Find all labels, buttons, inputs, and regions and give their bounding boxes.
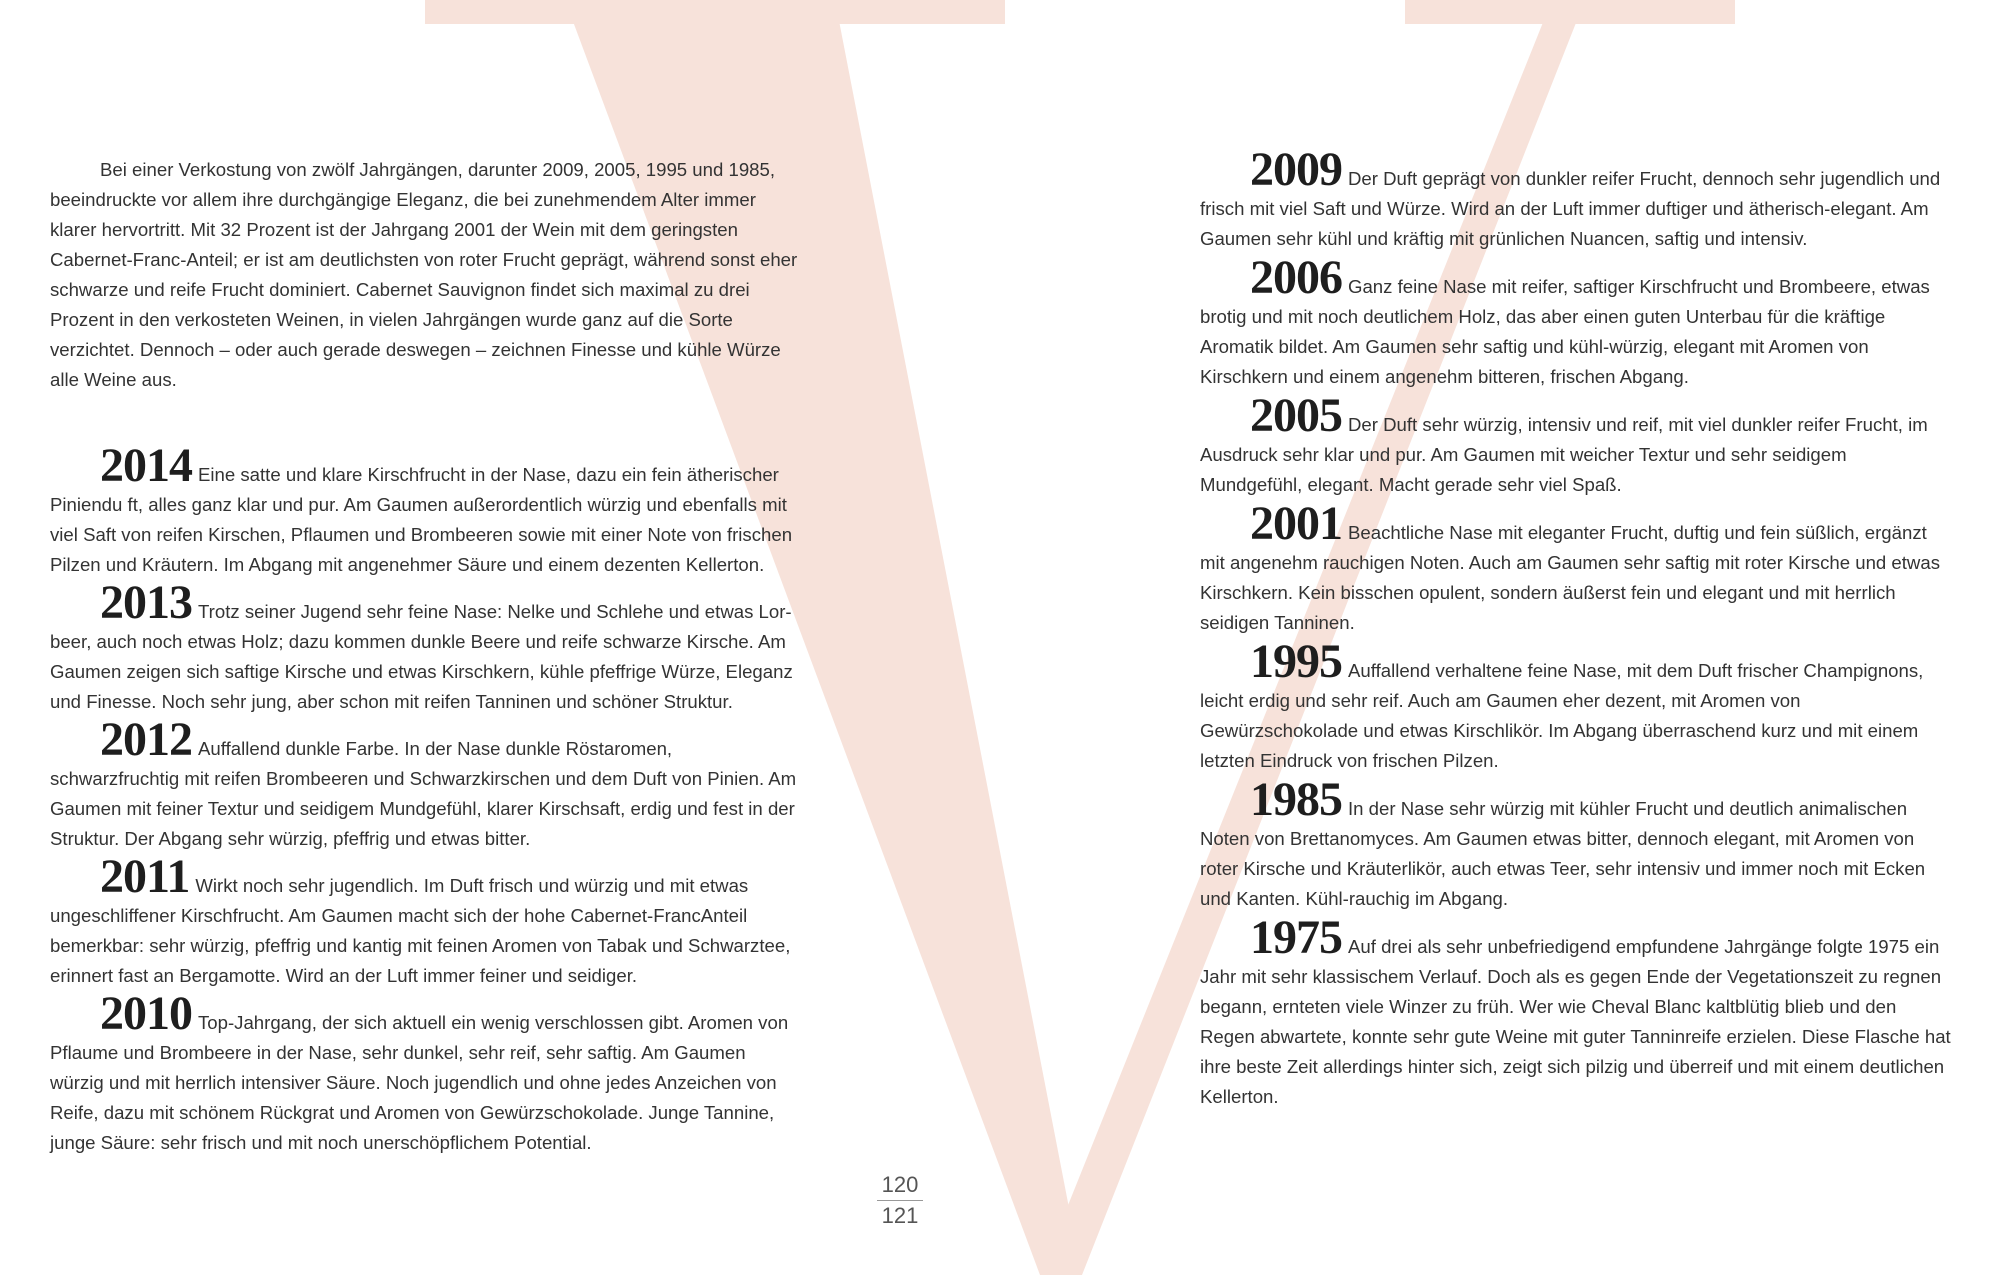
- vintage-entry-2005: [1200, 389, 1952, 500]
- tasting-note: Beachtliche Nase mit eleganter Frucht, duftig und fein süßlich, ergänzt mit angenehm rauchigen Noten. Auch am Gaumen sehr saftig mit roter Kirsche und etwas Kirschkern. Kein bisschen opulent, sondern äußerst fein und elegant und mit herrlich seidigen Tanninen.: [1200, 522, 1940, 633]
- tasting-note: Eine satte und klare Kirschfrucht in der Nase, dazu ein fein ätherischer Piniendu ft, alles ganz klar und pur. Am Gaumen außerordentlich würzig und ebenfalls mit viel Saft von reifen Kirschen, Pflaumen und Brombeeren sowie mit einer Note von frischen Pilzen und Kräutern. Im Abgang mit angenehmer Säure und einem dezenten Kellerton.: [50, 464, 793, 575]
- vintage-year: 2005: [1250, 389, 1342, 442]
- intro-paragraph: Bei einer Verkostung von zwölf Jahrgängen, darunter 2009, 2005, 1995 und 1985, beeindruckte vor allem ihre durchgängige Eleganz, die bei zunehmendem Alter immer klarer hervortritt. Mit 32 Prozent ist der Jahrgang 2001 der Wein mit dem geringsten Cabernet-Franc-Anteil; er ist am deutlichsten von roter Frucht geprägt, während sonst eher schwarze und reife Frucht dominiert. Cabernet Sauvignon findet sich maximal zu drei Prozent in den verkosteten Weinen, in vielen Jahrgängen wurde ganz auf die Sorte verzichtet. Dennoch – oder auch gerade deswegen – zeichnen Finesse und kühle Würze alle Weine aus.: [50, 159, 798, 390]
- left-page-column: [50, 155, 798, 1166]
- page-number-right: 121: [881, 1203, 919, 1228]
- vintage-year: 1975: [1250, 911, 1342, 964]
- tasting-note: Trotz seiner Jugend sehr feine Nase: Nelke und Schlehe und etwas Lor-beer, auch noch etwas Holz; dazu kommen dunkle Beere und reife schwarze Kirsche. Am Gaumen zeigen sich saftige Kirsche und etwas Kirschkern, kühle pfeffrige Würze, Eleganz und Finesse. Noch sehr jung, aber schon mit reifen Tanninen und schöner Struktur.: [50, 601, 793, 712]
- vintage-entry-2014: [50, 439, 798, 580]
- page-number-left: 120: [881, 1172, 919, 1197]
- vintage-year: 1995: [1250, 635, 1342, 688]
- vintage-entry-2006: [1200, 251, 1952, 392]
- vintage-entry-2011: [50, 850, 798, 991]
- vintage-entry-2001: [1200, 497, 1952, 638]
- tasting-note: Der Duft sehr würzig, intensiv und reif, mit viel dunkler reifer Frucht, im Ausdruck sehr klar und pur. Am Gaumen mit weicher Textur und sehr seidigem Mundgefühl, elegant. Macht gerade sehr viel Spaß.: [1200, 414, 1928, 495]
- vintage-entry-1985: [1200, 773, 1952, 914]
- vintage-entry-1975: [1200, 911, 1952, 1112]
- tasting-note: In der Nase sehr würzig mit kühler Frucht und deutlich animalischen Noten von Brettanomyces. Am Gaumen etwas bitter, dennoch elegant, mit Aromen von roter Kirsche und Kräuterlikör, auch etwas Teer, sehr intensiv und immer noch mit Ecken und Kanten. Kühl-rauchig im Abgang.: [1200, 798, 1926, 909]
- vintage-entry-1995: [1200, 635, 1952, 776]
- vintage-entry-2010: [50, 987, 798, 1158]
- vintage-year: 2009: [1250, 143, 1342, 196]
- vintage-entry-2012: [50, 713, 798, 854]
- vintage-year: 2013: [100, 576, 192, 629]
- vintage-year: 2001: [1250, 497, 1342, 550]
- vintage-year: 2012: [100, 713, 192, 766]
- tasting-note: Auf drei als sehr unbefriedigend empfundene Jahrgänge folgte 1975 ein Jahr mit sehr klassischem Verlauf. Doch als es gegen Ende der Vegetationszeit zu regnen begann, ernteten viele Winzer zu früh. Wer wie Cheval Blanc kaltblütig blieb und den Regen abwartete, konnte sehr gute Weine mit guter Tanninreife erzielen. Diese Flasche hat ihre beste Zeit allerdings hinter sich, zeigt sich pilzig und überreif und mit einem deutlichen Kellerton.: [1200, 936, 1951, 1107]
- vintage-year: 1985: [1250, 773, 1342, 826]
- vintage-entry-2013: [50, 576, 798, 717]
- vintage-year: 2010: [100, 987, 192, 1040]
- vintage-year: 2006: [1250, 251, 1342, 304]
- right-page-column: [1200, 143, 1952, 1121]
- vintage-entry-2009: [1200, 143, 1952, 254]
- tasting-note: Ganz feine Nase mit reifer, saftiger Kirschfrucht und Brombeere, etwas brotig und mit noch deutlichem Holz, das aber einen guten Unterbau für die kräftige Aromatik bildet. Am Gaumen sehr saftig und kühl-würzig, elegant mit Aromen von Kirschkern und einem angenehm bitteren, frischen Abgang.: [1200, 276, 1930, 387]
- tasting-note: Auffallend verhaltene feine Nase, mit dem Duft frischer Champignons, leicht erdig und sehr reif. Auch am Gaumen eher dezent, mit Aromen von Gewürzschokolade und etwas Kirschlikör. Im Abgang überraschend kurz und mit einem letzten Eindruck von frischen Pilzen.: [1200, 660, 1924, 771]
- vintage-year: 2011: [100, 850, 190, 903]
- tasting-note: Wirkt noch sehr jugendlich. Im Duft frisch und würzig und mit etwas ungeschliffener Kirschfrucht. Am Gaumen macht sich der hohe Cabernet-FrancAnteil bemerkbar: sehr würzig, pfeffrig und kantig mit feinen Aromen von Tabak und Schwarztee, erinnert fast an Bergamotte. Wird an der Luft immer feiner und seidiger.: [50, 875, 791, 986]
- tasting-note: Top-Jahrgang, der sich aktuell ein wenig verschlossen gibt. Aromen von Pflaume und Brombeere in der Nase, sehr dunkel, sehr reif, sehr saftig. Am Gaumen würzig und mit herrlich intensiver Säure. Noch jugendlich und ohne jedes Anzeichen von Reife, dazu mit schönem Rückgrat und Aromen von Gewürzschokolade. Junge Tannine, junge Säure: sehr frisch und mit noch unerschöpflichem Potential.: [50, 1012, 789, 1153]
- tasting-note: Der Duft geprägt von dunkler reifer Frucht, dennoch sehr jugendlich und frisch mit viel Saft und Würze. Wird an der Luft immer duftiger und ätherisch-elegant. Am Gaumen sehr kühl und kräftig mit grünlichen Nuancen, saftig und intensiv.: [1200, 168, 1941, 249]
- tasting-note: Auffallend dunkle Farbe. In der Nase dunkle Röstaromen, schwarzfruchtig mit reifen Brombeeren und Schwarzkirschen und dem Duft von Pinien. Am Gaumen mit feiner Textur und seidigem Mundgefühl, klarer Kirschsaft, erdig und fest in der Struktur. Der Abgang sehr würzig, pfeffrig und etwas bitter.: [50, 738, 797, 849]
- vintage-year: 2014: [100, 439, 192, 492]
- page-numbers: [860, 1170, 940, 1231]
